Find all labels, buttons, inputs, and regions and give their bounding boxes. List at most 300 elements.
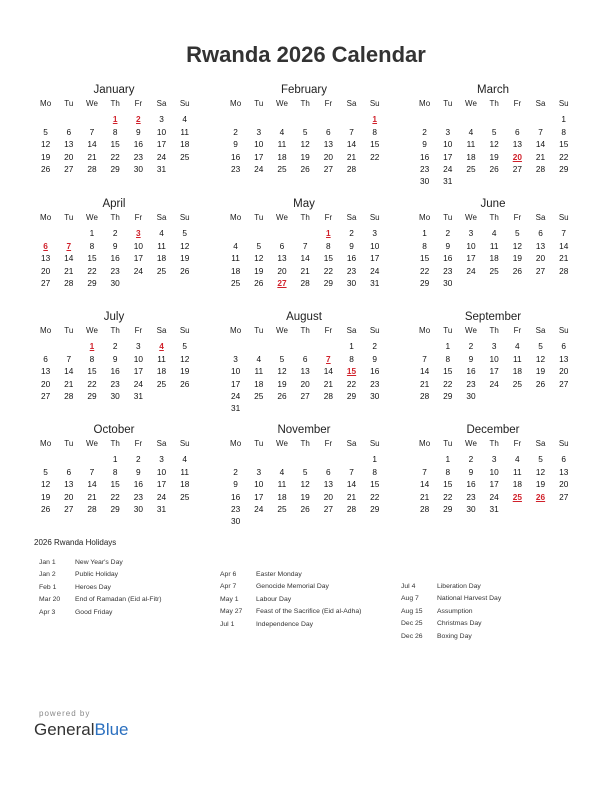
- day-cell: 6: [326, 126, 331, 137]
- month-name: November: [277, 424, 331, 436]
- day-cell: 10: [133, 240, 143, 251]
- day-cell: 13: [559, 466, 569, 477]
- month-grid: [413, 98, 573, 188]
- day-cell: 8: [561, 126, 567, 137]
- day-cell: 14: [87, 139, 97, 150]
- weekday-header: Th: [300, 439, 310, 448]
- holiday-row: [401, 618, 501, 630]
- day-cell: 10: [156, 126, 167, 137]
- day-cell: 31: [489, 503, 499, 514]
- day-cell: 12: [535, 466, 546, 477]
- empty-cell: [529, 113, 552, 125]
- day-cell: 19: [489, 151, 499, 162]
- day-cell: 11: [489, 240, 499, 251]
- empty-cell: [294, 340, 317, 352]
- weekday-header: Fr: [324, 326, 333, 335]
- holiday-name: Assumption: [437, 607, 473, 615]
- day-cell: 1: [445, 454, 451, 465]
- weekday-header: Su: [369, 213, 380, 222]
- day-cell: 27: [559, 491, 569, 502]
- day-cell: 29: [419, 277, 430, 288]
- day-cell: 19: [180, 366, 190, 377]
- day-cell: 30: [419, 176, 430, 187]
- day-cell: 13: [512, 139, 522, 150]
- day-cell: 10: [133, 353, 143, 364]
- empty-cell: [317, 453, 340, 465]
- day-cell: 15: [110, 139, 120, 150]
- empty-cell: [80, 453, 103, 465]
- day-cell: 17: [156, 479, 167, 490]
- day-cell: 23: [466, 378, 476, 389]
- holiday-name: Christmas Day: [437, 620, 482, 628]
- day-cell: 6: [66, 466, 72, 477]
- day-cell: 14: [419, 479, 430, 490]
- day-cell: 26: [512, 265, 522, 276]
- holiday-name: Liberation Day: [437, 583, 481, 590]
- day-cell: 4: [256, 353, 262, 364]
- day-cell: 24: [133, 378, 143, 389]
- day-cell: 28: [300, 277, 310, 288]
- day-cell: 23: [419, 163, 430, 174]
- day-cell: 28: [323, 390, 333, 401]
- holiday-day-cell: 27: [277, 277, 287, 288]
- day-cell: 21: [64, 378, 74, 389]
- day-cell: 21: [346, 151, 357, 162]
- month-december: [413, 422, 573, 515]
- day-cell: 31: [156, 503, 167, 514]
- day-cell: 16: [466, 479, 476, 490]
- day-cell: 1: [349, 341, 354, 352]
- day-cell: 23: [110, 265, 120, 276]
- day-cell: 14: [87, 479, 97, 490]
- weekday-header: We: [465, 213, 477, 222]
- day-cell: 12: [180, 353, 190, 364]
- day-cell: 18: [489, 253, 499, 264]
- day-cell: 26: [535, 378, 546, 389]
- weekday-header: Th: [110, 439, 120, 448]
- powered-by-text: powered by: [39, 709, 91, 718]
- empty-cell: [270, 227, 293, 239]
- day-cell: 22: [87, 265, 97, 276]
- holiday-name: Boxing Day: [437, 632, 472, 640]
- weekday-header: Fr: [324, 213, 333, 222]
- day-cell: 21: [559, 253, 569, 264]
- day-cell: 18: [466, 151, 476, 162]
- day-cell: 25: [512, 378, 522, 389]
- day-cell: 17: [443, 151, 453, 162]
- day-cell: 24: [156, 151, 167, 162]
- day-cell: 9: [136, 126, 141, 137]
- day-cell: 28: [535, 163, 546, 174]
- day-cell: 20: [40, 265, 51, 276]
- day-cell: 11: [157, 353, 166, 364]
- day-cell: 17: [156, 139, 167, 150]
- weekday-header: Su: [558, 326, 569, 335]
- weekday-header: Tu: [64, 213, 74, 222]
- weekday-header: Fr: [134, 326, 143, 335]
- weekday-header: Mo: [230, 439, 242, 448]
- day-cell: 3: [256, 126, 262, 137]
- day-cell: 15: [110, 479, 120, 490]
- day-cell: 28: [559, 265, 569, 276]
- weekday-header: Fr: [324, 99, 333, 108]
- day-cell: 30: [466, 503, 476, 514]
- day-cell: 30: [443, 277, 453, 288]
- day-cell: 13: [40, 253, 51, 264]
- day-cell: 29: [443, 503, 453, 514]
- holiday-date: May 27: [220, 608, 243, 616]
- holiday-name: Feast of the Sacrifice (Eid al-Adha): [256, 608, 362, 616]
- empty-cell: [57, 453, 80, 465]
- day-cell: 27: [64, 163, 74, 174]
- holiday-row: [220, 619, 361, 631]
- holiday-date: Apr 6: [220, 571, 237, 578]
- day-cell: 7: [349, 126, 354, 137]
- empty-cell: [247, 453, 270, 465]
- holiday-row: [401, 606, 501, 618]
- day-cell: 8: [372, 466, 378, 477]
- day-cell: 28: [64, 390, 74, 401]
- day-cell: 16: [466, 366, 476, 377]
- day-cell: 19: [512, 253, 522, 264]
- day-cell: 29: [443, 390, 453, 401]
- day-cell: 22: [323, 265, 333, 276]
- holiday-row: [220, 569, 361, 581]
- day-cell: 23: [230, 163, 241, 174]
- day-cell: 16: [230, 151, 241, 162]
- day-cell: 15: [370, 139, 380, 150]
- day-cell: 4: [515, 341, 520, 352]
- day-cell: 3: [445, 126, 451, 137]
- weekday-header: We: [86, 326, 98, 335]
- day-cell: 24: [370, 265, 380, 276]
- day-cell: 20: [323, 151, 333, 162]
- day-cell: 25: [230, 277, 241, 288]
- weekday-header: We: [86, 213, 98, 222]
- day-cell: 4: [279, 126, 285, 137]
- day-cell: 29: [346, 390, 357, 401]
- holiday-name: End of Ramadan (Eid al-Fitr): [75, 596, 162, 604]
- day-cell: 16: [133, 479, 143, 490]
- day-cell: 12: [512, 240, 522, 251]
- day-cell: 11: [277, 139, 287, 150]
- day-cell: 30: [346, 277, 357, 288]
- day-cell: 11: [254, 366, 264, 377]
- day-cell: 2: [349, 228, 354, 239]
- day-cell: 24: [466, 265, 476, 276]
- day-cell: 28: [87, 163, 97, 174]
- holiday-day-cell: 15: [346, 366, 357, 377]
- weekday-header: Tu: [443, 439, 453, 448]
- day-cell: 15: [443, 366, 453, 377]
- day-cell: 2: [233, 126, 238, 137]
- day-cell: 31: [156, 163, 167, 174]
- day-cell: 5: [491, 126, 497, 137]
- day-cell: 14: [419, 366, 430, 377]
- weekday-header: Sa: [535, 439, 546, 448]
- day-cell: 26: [180, 265, 190, 276]
- day-cell: 7: [89, 466, 95, 477]
- day-cell: 28: [346, 503, 357, 514]
- holiday-day-cell: 3: [136, 228, 141, 239]
- day-cell: 4: [468, 126, 474, 137]
- day-cell: 20: [559, 366, 569, 377]
- month-january: [34, 82, 194, 175]
- day-cell: 15: [419, 253, 430, 264]
- day-cell: 20: [323, 491, 333, 502]
- day-cell: 4: [279, 466, 285, 477]
- weekday-header: We: [86, 99, 98, 108]
- day-cell: 11: [513, 353, 522, 364]
- day-cell: 5: [538, 341, 543, 352]
- day-cell: 13: [300, 366, 310, 377]
- day-cell: 30: [110, 277, 120, 288]
- day-cell: 25: [156, 378, 167, 389]
- holiday-row: [220, 606, 361, 618]
- day-cell: 13: [277, 253, 287, 264]
- day-cell: 24: [230, 390, 241, 401]
- day-cell: 11: [180, 126, 190, 137]
- day-cell: 14: [64, 366, 74, 377]
- day-cell: 31: [133, 390, 143, 401]
- weekday-header: Sa: [346, 99, 357, 108]
- weekday-header: Tu: [443, 213, 453, 222]
- day-cell: 12: [180, 240, 190, 251]
- day-cell: 23: [443, 265, 453, 276]
- month-grid: [413, 325, 573, 402]
- day-cell: 20: [40, 378, 51, 389]
- day-cell: 5: [43, 126, 48, 137]
- empty-cell: [340, 453, 363, 465]
- day-cell: 18: [156, 366, 167, 377]
- day-cell: 6: [279, 240, 285, 251]
- day-cell: 5: [538, 454, 543, 465]
- day-cell: 29: [110, 163, 120, 174]
- day-cell: 1: [372, 454, 378, 465]
- day-cell: 4: [159, 228, 164, 239]
- weekday-header: Sa: [156, 439, 167, 448]
- month-name: January: [93, 84, 135, 96]
- holiday-date: Jul 1: [220, 620, 235, 628]
- day-cell: 25: [277, 163, 287, 174]
- weekday-header: We: [465, 99, 477, 108]
- day-cell: 5: [515, 228, 520, 239]
- day-cell: 27: [535, 265, 546, 276]
- empty-cell: [247, 340, 270, 352]
- day-cell: 10: [156, 466, 167, 477]
- day-cell: 9: [349, 240, 354, 251]
- day-cell: 2: [136, 454, 141, 465]
- day-cell: 25: [156, 265, 167, 276]
- empty-cell: [483, 113, 506, 125]
- weekday-header: Tu: [254, 326, 264, 335]
- day-cell: 4: [182, 114, 188, 125]
- day-cell: 24: [489, 491, 499, 502]
- day-cell: 10: [230, 366, 241, 377]
- holiday-row: [39, 607, 162, 619]
- day-cell: 20: [535, 253, 546, 264]
- month-name: May: [293, 198, 315, 210]
- day-cell: 1: [112, 454, 118, 465]
- day-cell: 17: [489, 366, 499, 377]
- holiday-name: National Harvest Day: [437, 595, 502, 603]
- holiday-day-cell: 6: [43, 240, 48, 251]
- day-cell: 7: [561, 228, 567, 239]
- empty-cell: [57, 340, 80, 352]
- day-cell: 16: [110, 253, 120, 264]
- holiday-column: [220, 569, 361, 631]
- day-cell: 27: [323, 163, 333, 174]
- empty-cell: [34, 340, 57, 352]
- day-cell: 15: [443, 479, 453, 490]
- day-cell: 26: [300, 163, 310, 174]
- day-cell: 14: [64, 253, 74, 264]
- weekday-header: Tu: [64, 99, 74, 108]
- day-cell: 30: [133, 503, 143, 514]
- day-cell: 28: [87, 503, 97, 514]
- weekday-header: Sa: [346, 213, 357, 222]
- weekday-header: Th: [110, 99, 120, 108]
- holiday-row: [401, 581, 501, 593]
- day-cell: 18: [180, 139, 190, 150]
- empty-cell: [224, 340, 247, 352]
- day-cell: 19: [535, 479, 546, 490]
- weekday-header: Su: [179, 99, 190, 108]
- day-cell: 5: [43, 466, 48, 477]
- day-cell: 15: [323, 253, 333, 264]
- month-name: March: [477, 84, 509, 96]
- weekday-header: We: [276, 99, 288, 108]
- weekday-header: Tu: [443, 326, 453, 335]
- month-may: [224, 196, 384, 289]
- day-cell: 9: [468, 466, 474, 477]
- empty-cell: [34, 113, 57, 125]
- day-cell: 18: [512, 479, 522, 490]
- weekday-header: Tu: [254, 439, 264, 448]
- month-name: August: [286, 311, 322, 323]
- day-cell: 25: [489, 265, 499, 276]
- day-cell: 21: [346, 491, 357, 502]
- weekday-header: Sa: [346, 439, 357, 448]
- day-cell: 21: [300, 265, 310, 276]
- generalblue-logo[interactable]: GeneralBlue: [34, 720, 129, 739]
- month-name: December: [466, 424, 520, 436]
- day-cell: 31: [370, 277, 380, 288]
- month-grid: [224, 325, 384, 415]
- day-cell: 15: [559, 139, 569, 150]
- day-cell: 16: [346, 253, 357, 264]
- month-name: February: [280, 84, 328, 96]
- day-cell: 3: [136, 341, 141, 352]
- day-cell: 26: [40, 503, 51, 514]
- weekday-header: Tu: [64, 326, 74, 335]
- day-cell: 9: [445, 240, 451, 251]
- weekday-header: Th: [489, 326, 499, 335]
- day-cell: 12: [254, 253, 264, 264]
- day-cell: 21: [64, 265, 74, 276]
- month-grid: [413, 212, 573, 289]
- day-cell: 23: [133, 491, 143, 502]
- day-cell: 21: [419, 491, 430, 502]
- day-cell: 7: [349, 466, 354, 477]
- day-cell: 22: [419, 265, 430, 276]
- weekday-header: We: [276, 213, 288, 222]
- holiday-column: [401, 581, 501, 643]
- weekday-header: Mo: [40, 99, 52, 108]
- weekday-header: Su: [558, 439, 569, 448]
- day-cell: 13: [64, 479, 74, 490]
- holiday-row: [220, 581, 361, 593]
- day-cell: 22: [370, 491, 380, 502]
- day-cell: 24: [254, 503, 264, 514]
- day-cell: 24: [133, 265, 143, 276]
- day-cell: 19: [300, 491, 310, 502]
- day-cell: 18: [254, 378, 264, 389]
- day-cell: 19: [300, 151, 310, 162]
- holiday-row: [39, 569, 162, 581]
- day-cell: 10: [443, 139, 453, 150]
- day-cell: 12: [40, 139, 51, 150]
- day-cell: 25: [466, 163, 476, 174]
- month-june: [413, 196, 573, 289]
- day-cell: 23: [110, 378, 120, 389]
- day-cell: 5: [302, 126, 308, 137]
- weekday-header: Th: [300, 99, 310, 108]
- day-cell: 13: [40, 366, 51, 377]
- weekday-header: Fr: [134, 213, 143, 222]
- weekday-header: We: [465, 439, 477, 448]
- weekday-header: Mo: [230, 99, 242, 108]
- weekday-header: Mo: [419, 439, 431, 448]
- month-name: April: [102, 198, 126, 210]
- empty-cell: [413, 340, 436, 352]
- day-cell: 12: [40, 479, 51, 490]
- day-cell: 26: [277, 390, 287, 401]
- weekday-header: Mo: [230, 213, 242, 222]
- month-july: [34, 309, 194, 402]
- weekday-header: We: [276, 326, 288, 335]
- month-grid: [34, 438, 194, 515]
- day-cell: 5: [182, 228, 188, 239]
- day-cell: 21: [419, 378, 430, 389]
- month-grid: [413, 438, 573, 515]
- empty-cell: [224, 113, 247, 125]
- empty-cell: [34, 453, 57, 465]
- holiday-name: New Year's Day: [75, 559, 123, 566]
- day-cell: 3: [468, 228, 474, 239]
- weekday-header: Fr: [513, 99, 522, 108]
- day-cell: 6: [561, 341, 567, 352]
- day-cell: 4: [515, 454, 520, 465]
- day-cell: 27: [323, 503, 333, 514]
- holiday-day-cell: 4: [159, 341, 164, 352]
- day-cell: 9: [112, 353, 118, 364]
- day-cell: 8: [349, 353, 354, 364]
- day-cell: 16: [370, 366, 380, 377]
- day-cell: 21: [87, 151, 97, 162]
- day-cell: 15: [87, 366, 97, 377]
- day-cell: 1: [445, 341, 451, 352]
- holiday-row: [39, 557, 162, 569]
- day-cell: 28: [346, 163, 357, 174]
- day-cell: 9: [372, 353, 378, 364]
- day-cell: 7: [422, 353, 427, 364]
- day-cell: 22: [346, 378, 357, 389]
- day-cell: 12: [535, 353, 546, 364]
- holiday-date: Aug 7: [401, 595, 419, 603]
- weekday-header: Mo: [40, 213, 52, 222]
- empty-cell: [80, 113, 103, 125]
